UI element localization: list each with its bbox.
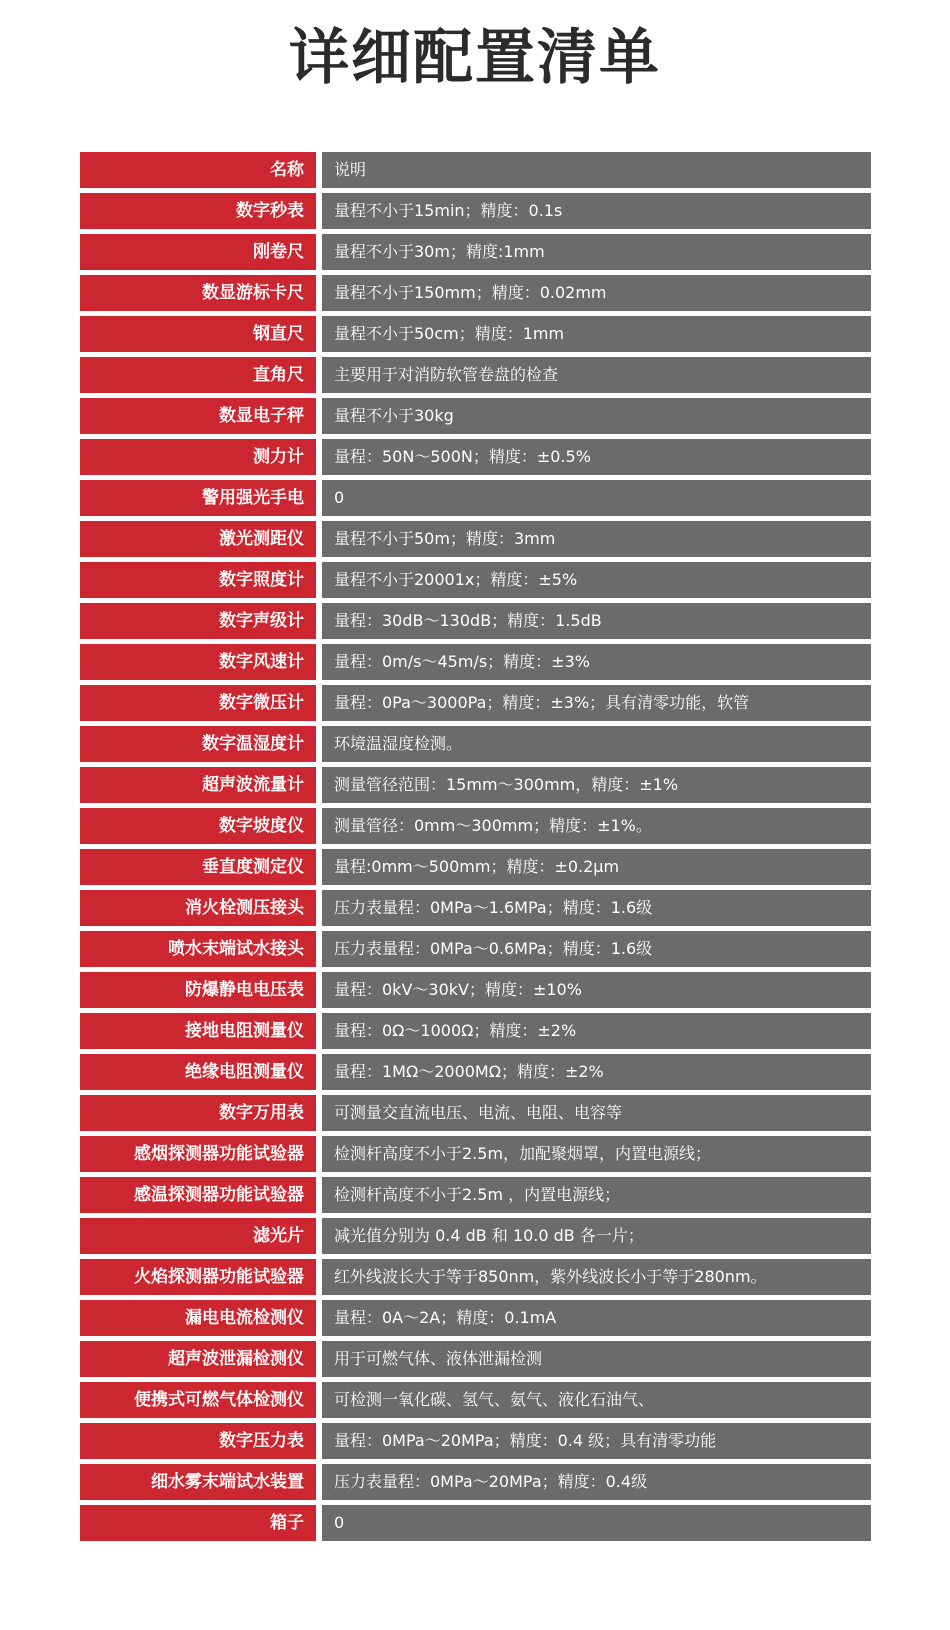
item-desc-cell (322, 234, 871, 270)
item-desc-cell (322, 316, 871, 352)
table-row (80, 1136, 871, 1172)
table-row (80, 193, 871, 229)
item-desc-cell (322, 1505, 871, 1541)
item-desc-text: 量程:0mm～500mm；精度：±0.2μm (334, 857, 620, 876)
table-header-row (80, 152, 871, 188)
table-row (80, 1341, 871, 1377)
table-row (80, 1505, 871, 1541)
item-desc-cell (322, 275, 871, 311)
item-desc-cell (322, 890, 871, 926)
item-desc-cell (322, 1259, 871, 1295)
item-desc-text: 量程：0Pa～3000Pa；精度：±3%；具有清零功能，软管 (334, 693, 750, 712)
item-name-cell: 漏电电流检测仪 (80, 1300, 316, 1336)
item-desc-text: 0 (334, 488, 345, 507)
item-desc-text: 量程不小于20001x；精度：±5% (334, 570, 578, 589)
item-name-cell: 箱子 (80, 1505, 316, 1541)
item-desc-text: 0 (334, 1513, 345, 1532)
item-desc-text: 压力表量程：0MPa～1.6MPa；精度：1.6级 (334, 898, 653, 917)
item-desc-text: 量程：0A～2A；精度：0.1mA (334, 1308, 557, 1327)
item-desc-cell (322, 931, 871, 967)
item-name-cell: 接地电阻测量仪 (80, 1013, 316, 1049)
item-desc-cell (322, 726, 871, 762)
item-desc-cell (322, 685, 871, 721)
item-desc-text: 量程：0MPa～20MPa；精度：0.4 级；具有清零功能 (334, 1431, 717, 1450)
item-name-cell: 感温探测器功能试验器 (80, 1177, 316, 1213)
item-desc-cell (322, 767, 871, 803)
item-desc-text: 量程：30dB～130dB；精度：1.5dB (334, 611, 602, 630)
item-desc-cell (322, 1423, 871, 1459)
table-row (80, 972, 871, 1008)
item-name-cell: 直角尺 (80, 357, 316, 393)
item-desc-cell (322, 562, 871, 598)
table-row (80, 726, 871, 762)
table-row (80, 1218, 871, 1254)
item-desc-cell (322, 1013, 871, 1049)
item-desc-cell (322, 1300, 871, 1336)
item-desc-cell (322, 193, 871, 229)
item-desc-cell (322, 644, 871, 680)
table-row (80, 1259, 871, 1295)
table-row (80, 1423, 871, 1459)
item-name-cell: 数字温湿度计 (80, 726, 316, 762)
item-name-cell: 测力计 (80, 439, 316, 475)
item-desc-text: 量程不小于30kg (334, 406, 454, 425)
item-desc-cell (322, 1136, 871, 1172)
header-name-cell: 名称 (80, 152, 316, 188)
table-row (80, 644, 871, 680)
item-name-cell: 激光测距仪 (80, 521, 316, 557)
item-name-cell: 数字微压计 (80, 685, 316, 721)
table-row (80, 603, 871, 639)
item-desc-text: 环境温湿度检测。 (334, 734, 463, 753)
item-desc-cell (322, 1177, 871, 1213)
item-desc-cell (322, 1095, 871, 1131)
item-desc-cell (322, 972, 871, 1008)
table-row (80, 767, 871, 803)
item-name-cell: 刚卷尺 (80, 234, 316, 270)
table-row (80, 398, 871, 434)
item-name-cell: 数字照度计 (80, 562, 316, 598)
item-desc-text: 量程：1MΩ～2000MΩ；精度：±2% (334, 1062, 604, 1081)
table-row (80, 1054, 871, 1090)
table-row (80, 849, 871, 885)
table-row (80, 275, 871, 311)
header-desc-text: 说明 (334, 160, 367, 179)
table-row (80, 1382, 871, 1418)
item-desc-text: 量程：0kV～30kV；精度：±10% (334, 980, 582, 999)
item-name-cell: 超声波流量计 (80, 767, 316, 803)
item-desc-text: 可测量交直流电压、电流、电阻、电容等 (334, 1103, 623, 1122)
item-name-cell: 喷水末端试水接头 (80, 931, 316, 967)
table-row (80, 521, 871, 557)
item-name-cell: 数字万用表 (80, 1095, 316, 1131)
item-desc-cell (322, 1218, 871, 1254)
item-desc-text: 量程不小于150mm；精度：0.02mm (334, 283, 607, 302)
table-row (80, 316, 871, 352)
item-name-cell: 防爆静电电压表 (80, 972, 316, 1008)
item-desc-cell (322, 1054, 871, 1090)
item-name-cell: 数字风速计 (80, 644, 316, 680)
item-name-cell: 滤光片 (80, 1218, 316, 1254)
item-desc-cell (322, 603, 871, 639)
item-desc-cell (322, 1341, 871, 1377)
item-desc-text: 用于可燃气体、液体泄漏检测 (334, 1349, 543, 1368)
table-row (80, 890, 871, 926)
item-name-cell: 数字坡度仪 (80, 808, 316, 844)
item-desc-cell (322, 808, 871, 844)
item-desc-text: 量程不小于50cm；精度：1mm (334, 324, 565, 343)
item-name-cell: 感烟探测器功能试验器 (80, 1136, 316, 1172)
item-desc-cell (322, 1464, 871, 1500)
table-row (80, 685, 871, 721)
table-row (80, 439, 871, 475)
item-name-cell: 消火栓测压接头 (80, 890, 316, 926)
item-desc-text: 检测杆高度不小于2.5m ，内置电源线； (334, 1185, 621, 1204)
item-name-cell: 数字压力表 (80, 1423, 316, 1459)
item-desc-text: 红外线波长大于等于850nm，紫外线波长小于等于280nm。 (334, 1267, 767, 1286)
item-name-cell: 绝缘电阻测量仪 (80, 1054, 316, 1090)
item-desc-text: 量程不小于15min；精度：0.1s (334, 201, 563, 220)
item-desc-text: 量程：50N～500N；精度：±0.5% (334, 447, 591, 466)
item-name-cell: 细水雾末端试水装置 (80, 1464, 316, 1500)
item-name-cell: 数字声级计 (80, 603, 316, 639)
item-desc-text: 量程不小于50m；精度：3mm (334, 529, 556, 548)
table-row (80, 931, 871, 967)
item-name-cell: 垂直度测定仪 (80, 849, 316, 885)
item-name-cell: 警用强光手电 (80, 480, 316, 516)
item-desc-text: 测量管径范围：15mm～300mm，精度：±1% (334, 775, 679, 794)
item-desc-text: 测量管径：0mm～300mm；精度：±1%。 (334, 816, 652, 835)
table-row (80, 234, 871, 270)
item-desc-cell (322, 849, 871, 885)
item-desc-text: 压力表量程：0MPa～0.6MPa；精度：1.6级 (334, 939, 653, 958)
item-name-cell: 超声波泄漏检测仪 (80, 1341, 316, 1377)
table-row (80, 1177, 871, 1213)
item-name-cell: 数显游标卡尺 (80, 275, 316, 311)
spec-table (80, 152, 871, 1546)
table-row (80, 1013, 871, 1049)
item-desc-text: 量程：0Ω～1000Ω；精度：±2% (334, 1021, 577, 1040)
item-desc-text: 检测杆高度不小于2.5m，加配聚烟罩，内置电源线； (334, 1144, 712, 1163)
item-desc-cell (322, 357, 871, 393)
item-desc-cell (322, 480, 871, 516)
table-row (80, 562, 871, 598)
table-row (80, 808, 871, 844)
table-row (80, 357, 871, 393)
table-row (80, 480, 871, 516)
item-desc-text: 量程不小于30m；精度:1mm (334, 242, 545, 261)
item-name-cell: 火焰探测器功能试验器 (80, 1259, 316, 1295)
table-row (80, 1300, 871, 1336)
item-desc-text: 主要用于对消防软管卷盘的检查 (334, 365, 559, 384)
item-desc-text: 量程：0m/s～45m/s；精度：±3% (334, 652, 590, 671)
item-desc-cell (322, 398, 871, 434)
item-desc-text: 可检测一氧化碳、氢气、氨气、液化石油气、 (334, 1390, 655, 1409)
item-name-cell: 数字秒表 (80, 193, 316, 229)
item-name-cell: 便携式可燃气体检测仪 (80, 1382, 316, 1418)
table-row (80, 1095, 871, 1131)
item-desc-cell (322, 1382, 871, 1418)
header-desc-cell (322, 152, 871, 188)
item-desc-cell (322, 439, 871, 475)
item-name-cell: 数显电子秤 (80, 398, 316, 434)
item-desc-text: 压力表量程：0MPa～20MPa；精度：0.4级 (334, 1472, 648, 1491)
page-title: 详细配置清单 (289, 23, 661, 93)
item-desc-text: 减光值分别为 0.4 dB 和 10.0 dB 各一片； (334, 1226, 644, 1245)
item-name-cell: 钢直尺 (80, 316, 316, 352)
table-row (80, 1464, 871, 1500)
item-desc-cell (322, 521, 871, 557)
